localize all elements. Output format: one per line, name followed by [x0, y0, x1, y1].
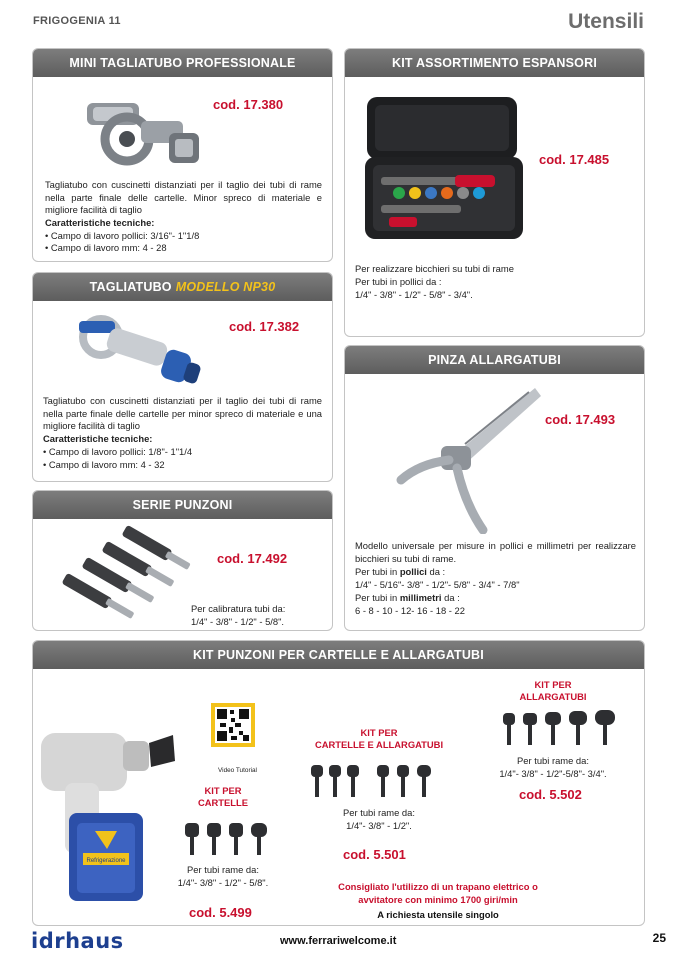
product-code: cod. 17.492 [217, 551, 288, 566]
spec-line-2: • Campo di lavoro mm: 4 - 32 [43, 459, 165, 470]
product-description: Modello universale per misure in pollici e millimetri per realizzare bicchieri su tubi di rame. [355, 540, 636, 564]
kit-b-code: cod. 5.501 [343, 847, 406, 862]
card-tagliatubo-np30 [32, 272, 333, 482]
kit-a-label-l1: KIT PER [204, 785, 242, 796]
qr-caption: Video Tutorial [218, 767, 257, 774]
description-line-3: 1/4" - 3/8" - 1/2" - 5/8" - 3/4". [355, 289, 473, 300]
card-title: PINZA ALLARGATUBI [345, 346, 644, 374]
mm-label [355, 592, 460, 605]
title-main: TAGLIATUBO [89, 280, 172, 294]
kit-c-desc-l2: 1/4"- 3/8" - 1/2"-5/8"- 3/4". [499, 768, 607, 779]
card-serie-punzoni [32, 490, 333, 631]
kit-c-label-l1: KIT PER [534, 679, 572, 690]
spec-line-1: • Campo di lavoro pollici: 1/8"- 1"1/4 [43, 446, 193, 457]
kit-a-desc-l2: 1/4"- 3/8" - 1/2" - 5/8". [177, 877, 269, 888]
spec-line-1: • Campo di lavoro pollici: 3/16"- 1"1/8 [45, 230, 200, 241]
description-line-1: Per realizzare bicchieri su tubi di rame [355, 263, 514, 274]
catalog-name: FRIGOGENIA 11 [33, 15, 121, 27]
mm-prefix: Per tubi in [355, 592, 400, 603]
tube-expander-plier-image [395, 384, 545, 534]
title-model: MODELLO NP30 [175, 280, 276, 294]
product-description: Tagliatubo con cuscinetti distanziati per il taglio dei tubi di rame nella parte finale delle cartelle. Minor spreco di materiale e migliore facilità di taglio [45, 179, 322, 216]
card-kit-cartelle-allargatubi [32, 640, 645, 926]
kit-c-punches-image [499, 709, 619, 749]
section-title: Utensili [568, 10, 644, 33]
specs-title: Caratteristiche tecniche: [43, 433, 153, 444]
drill-recommendation-l1: Consigliato l'utilizzo di un trapano elettrico o [338, 881, 538, 892]
specs-title: Caratteristiche tecniche: [45, 217, 155, 228]
mm-values: 6 - 8 - 10 - 12- 16 - 18 - 22 [355, 605, 465, 616]
product-code: cod. 17.485 [539, 152, 610, 167]
np30-pipe-cutter-image [71, 311, 211, 393]
kit-b-desc-l1: Per tubi rame da: [343, 807, 415, 818]
kit-a-label-l2: CARTELLE [198, 797, 248, 808]
product-code: cod. 17.382 [229, 319, 300, 334]
inch-prefix: Per tubi in [355, 566, 400, 577]
kit-c-code: cod. 5.502 [519, 787, 582, 802]
kit-a-desc-l1: Per tubi rame da: [187, 864, 259, 875]
kit-c-label-l2: ALLARGATUBI [519, 691, 587, 702]
card-title: SERIE PUNZONI [33, 491, 332, 519]
description-line-2: 1/4" - 3/8" - 1/2" - 5/8". [191, 616, 285, 627]
card-title: KIT PUNZONI PER CARTELLE E ALLARGATUBI [33, 641, 644, 669]
product-code: cod. 17.493 [545, 412, 616, 427]
drill-with-case-image [37, 713, 177, 903]
mini-pipe-cutter-image [79, 91, 209, 171]
qr-code-icon[interactable] [211, 703, 255, 747]
inch-bold: pollici [399, 566, 427, 577]
card-title: MINI TAGLIATUBO PROFESSIONALE [33, 49, 332, 77]
card-mini-tagliatubo [32, 48, 333, 262]
mm-bold: millimetri [399, 592, 442, 603]
inch-label [355, 566, 445, 579]
website-url[interactable]: www.ferrariwelcome.it [280, 935, 397, 947]
mm-suffix: da : [441, 592, 460, 603]
kit-b-punches-image [309, 761, 449, 801]
card-title [33, 273, 332, 301]
expander-kit-case-image [359, 93, 529, 243]
inch-suffix: da : [426, 566, 446, 577]
brand-logo: idrhaus [31, 929, 124, 953]
kit-a-punches-image [181, 819, 273, 859]
product-code: cod. 17.380 [213, 97, 284, 112]
kit-c-desc-l1: Per tubi rame da: [517, 755, 589, 766]
kit-b-desc-l2: 1/4"- 3/8" - 1/2". [346, 820, 412, 831]
description-line-2: Per tubi in pollici da : [355, 276, 442, 287]
spec-line-2: • Campo di lavoro mm: 4 - 28 [45, 242, 167, 253]
card-kit-espansori [344, 48, 645, 337]
drill-recommendation-l2: avvitatore con minimo 1700 giri/min [358, 894, 518, 905]
single-tool-note: A richiesta utensile singolo [377, 909, 499, 920]
case-label: Refrigerazione [86, 858, 126, 864]
kit-a-code: cod. 5.499 [189, 905, 252, 920]
card-title: KIT ASSORTIMENTO ESPANSORI [345, 49, 644, 77]
inch-values: 1/4" - 5/16"- 3/8" - 1/2"- 5/8" - 3/4" - 7/8" [355, 579, 520, 590]
page-number: 25 [652, 931, 666, 945]
card-pinza-allargatubi [344, 345, 645, 631]
kit-b-label-l2: CARTELLE E ALLARGATUBI [314, 739, 444, 750]
kit-b-label-l1: KIT PER [360, 727, 398, 738]
description-line-1: Per calibratura tubi da: [191, 603, 286, 614]
punch-set-image [51, 525, 201, 629]
product-description: Tagliatubo con cuscinetti distanziati per il taglio dei tubi di rame nella parte finale delle cartelle per minor spreco di materiale e una migliore facilità di taglio [43, 395, 322, 432]
